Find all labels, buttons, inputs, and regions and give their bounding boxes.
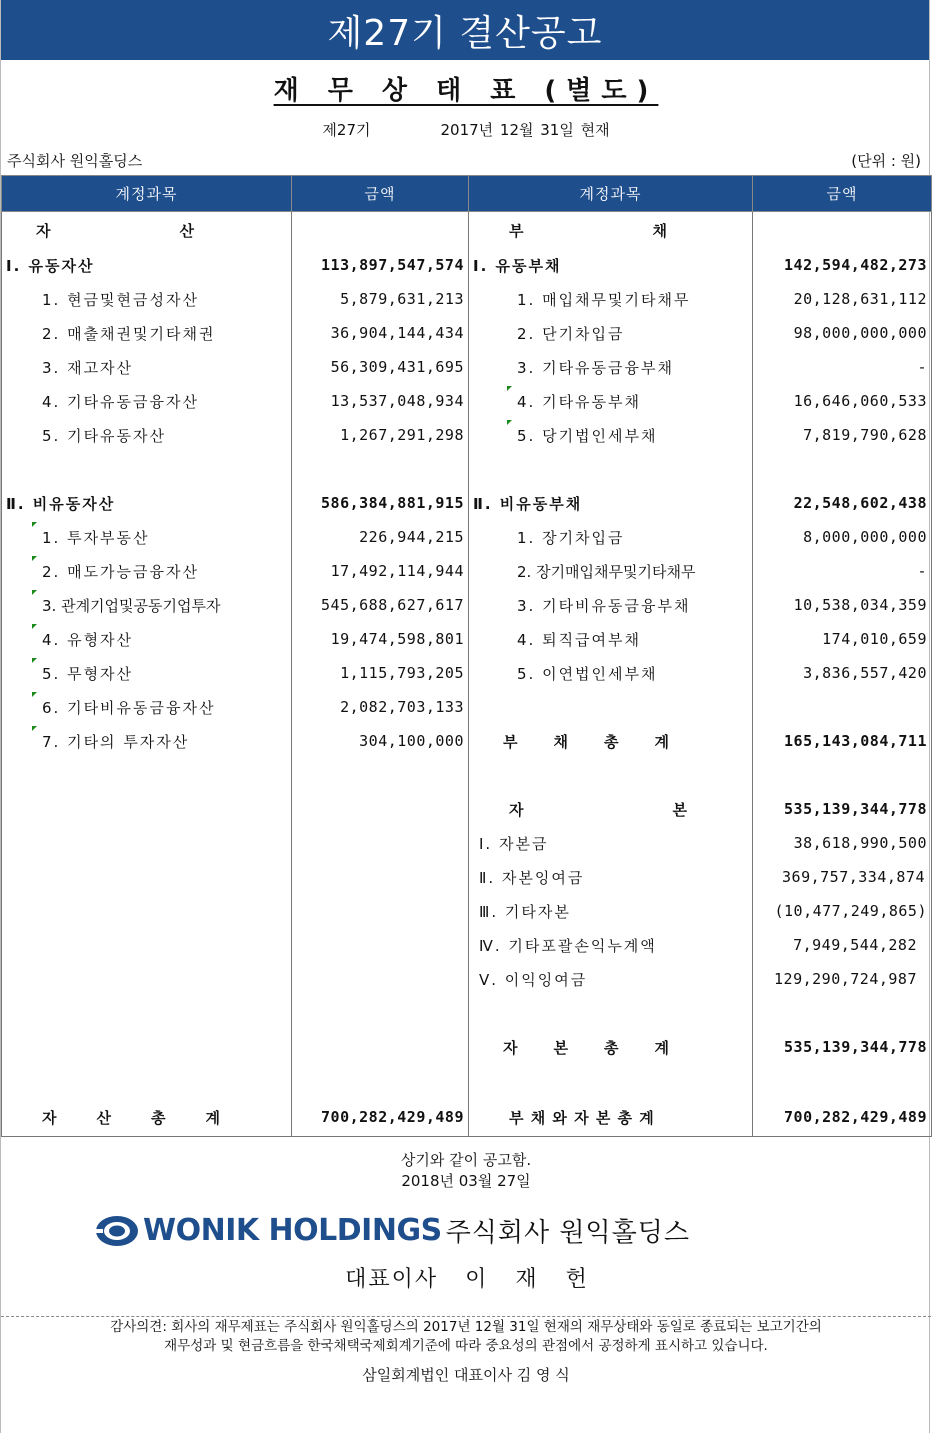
- total-equity-label: 자 본 총 계: [469, 1030, 753, 1064]
- header-amount-right: 금액: [753, 176, 932, 212]
- total-liab-equity-amount: 700,282,429,489: [753, 1098, 932, 1137]
- liabilities-heading: 부 채: [469, 212, 753, 249]
- account-amount: 13,537,048,934: [292, 384, 469, 418]
- account-label: 2. 매도가능금융자산: [2, 554, 292, 588]
- account-amount: 16,646,060,533: [753, 384, 932, 418]
- account-label: 7. 기타의 투자자산: [2, 724, 292, 758]
- account-amount: 304,100,000: [292, 724, 469, 758]
- table-row: [2, 486, 932, 520]
- account-label: Ⅲ. 기타자본: [469, 894, 753, 928]
- banner-title: 제27기 결산공고: [327, 12, 603, 54]
- unit-label: (단위 : 원): [851, 152, 921, 170]
- account-amount: 56,309,431,695: [292, 350, 469, 384]
- audit-opinion: 감사의견: 회사의 재무제표는 주식회사 원익홀딩스의 2017년 12월 31일 현재의 재무상태와 동일로 종료되는 보고기간의 재무성과 및 현금흐름을 한국채택국제회계기준에 따라 중요성의 관점에서 공정하게 표시하고 있습니다.: [110, 1319, 822, 1354]
- account-label: 3. 관계기업및공동기업투자: [2, 588, 292, 622]
- logo-company-name: 주식회사 원익홀딩스: [445, 1218, 690, 1248]
- account-label: 4. 기타유동부채: [469, 384, 753, 418]
- equity-amount: 535,139,344,778: [753, 792, 932, 826]
- equity-heading: 자 본: [469, 792, 753, 826]
- account-amount: 369,757,334,874: [753, 860, 932, 894]
- account-label: 2. 매출채권및기타채권: [2, 316, 292, 350]
- header-account-left: 계정과목: [2, 176, 292, 212]
- table-row: [2, 282, 932, 316]
- table-row: [2, 758, 932, 792]
- account-label: 1. 현금및현금성자산: [2, 282, 292, 316]
- noncurrent-liabilities-label: Ⅱ. 비유동부채: [469, 486, 753, 520]
- total-assets-label: 자 산 총 계: [2, 1098, 292, 1137]
- auditor-signature: 삼일회계법인 대표이사 김 영 식: [362, 1366, 570, 1384]
- table-row: [2, 1064, 932, 1098]
- account-label: Ⅱ. 자본잉여금: [469, 860, 753, 894]
- table-row: [2, 384, 932, 418]
- table-row: [2, 1098, 932, 1137]
- company-name: 주식회사 원익홀딩스: [7, 152, 143, 170]
- account-amount: 98,000,000,000: [753, 316, 932, 350]
- current-liabilities-amount: 142,594,482,273: [753, 248, 932, 282]
- statement-title: 재 무 상 태 표 (별도): [273, 76, 659, 106]
- logo-text: WONIK HOLDINGS: [143, 1213, 442, 1248]
- divider: [1, 1316, 931, 1317]
- account-amount: 545,688,627,617: [292, 588, 469, 622]
- term: 제27기: [322, 121, 371, 139]
- account-label: 3. 기타비유동금융부채: [469, 588, 753, 622]
- noncurrent-assets-label: Ⅱ. 비유동자산: [2, 486, 292, 520]
- account-label: 5. 당기법인세부채: [469, 418, 753, 452]
- account-label: Ⅴ. 이익잉여금: [469, 962, 753, 996]
- table-row: [2, 212, 932, 249]
- account-amount: 1,267,291,298: [292, 418, 469, 452]
- table-row: [2, 622, 932, 656]
- table-row: [2, 928, 932, 962]
- total-liabilities-label: 부 채 총 계: [469, 724, 753, 758]
- balance-sheet-table: [1, 175, 932, 1137]
- table-row: [2, 996, 932, 1030]
- account-amount: -: [753, 350, 932, 384]
- banner: [1, 0, 929, 60]
- account-amount: 20,128,631,112: [753, 282, 932, 316]
- account-label: 3. 기타유동금융부채: [469, 350, 753, 384]
- account-amount: 7,949,544,282: [753, 928, 932, 962]
- total-liabilities-amount: 165,143,084,711: [753, 724, 932, 758]
- total-assets-amount: 700,282,429,489: [292, 1098, 469, 1137]
- current-assets-amount: 113,897,547,574: [292, 248, 469, 282]
- table-row: [2, 860, 932, 894]
- current-liabilities-label: Ⅰ. 유동부채: [469, 248, 753, 282]
- account-amount: 129,290,724,987: [753, 962, 932, 996]
- table-row: [2, 248, 932, 282]
- table-row: [2, 520, 932, 554]
- wonik-emblem-icon: [93, 1214, 139, 1248]
- account-label: 5. 기타유동자산: [2, 418, 292, 452]
- notice-date: 2018년 03월 27일: [401, 1172, 531, 1190]
- account-label: Ⅰ. 자본금: [469, 826, 753, 860]
- account-amount: 174,010,659: [753, 622, 932, 656]
- account-label: 4. 퇴직급여부채: [469, 622, 753, 656]
- ceo-line: [1, 1262, 931, 1293]
- header-account-right: 계정과목: [469, 176, 753, 212]
- account-label: 2. 장기매입채무및기타채무: [469, 554, 753, 588]
- table-row: [2, 588, 932, 622]
- account-label: Ⅳ. 기타포괄손익누계액: [469, 928, 753, 962]
- noncurrent-liabilities-amount: 22,548,602,438: [753, 486, 932, 520]
- table-row: [2, 724, 932, 758]
- account-amount: 5,879,631,213: [292, 282, 469, 316]
- account-amount: 2,082,703,133: [292, 690, 469, 724]
- table-row: [2, 826, 932, 860]
- table-row: [2, 452, 932, 486]
- table-row: [2, 350, 932, 384]
- noncurrent-assets-amount: 586,384,881,915: [292, 486, 469, 520]
- account-amount: 38,618,990,500: [753, 826, 932, 860]
- current-assets-label: Ⅰ. 유동자산: [2, 248, 292, 282]
- account-label: 3. 재고자산: [2, 350, 292, 384]
- account-label: 1. 투자부동산: [2, 520, 292, 554]
- table-row: [2, 1030, 932, 1064]
- account-amount: 3,836,557,420: [753, 656, 932, 690]
- account-amount: 7,819,790,628: [753, 418, 932, 452]
- account-label: 4. 기타유동금융자산: [2, 384, 292, 418]
- table-row: [2, 894, 932, 928]
- account-label: 4. 유형자산: [2, 622, 292, 656]
- account-amount: 8,000,000,000: [753, 520, 932, 554]
- notice-text: 상기와 같이 공고함.: [400, 1151, 532, 1169]
- account-amount: (10,477,249,865): [753, 894, 932, 928]
- table-header-row: [2, 176, 932, 212]
- account-amount: 1,115,793,205: [292, 656, 469, 690]
- table-row: [2, 418, 932, 452]
- header-amount-left: 금액: [292, 176, 469, 212]
- account-label: 1. 장기차입금: [469, 520, 753, 554]
- table-row: [2, 792, 932, 826]
- notice-block: [1, 1150, 931, 1192]
- account-amount: 36,904,144,434: [292, 316, 469, 350]
- company-logo: [93, 1212, 690, 1249]
- account-amount: 10,538,034,359: [753, 588, 932, 622]
- statement-period: [1, 119, 931, 140]
- ceo-title: 대표이사: [345, 1267, 439, 1292]
- as-of-date: 2017년 12월 31일 현재: [440, 121, 610, 139]
- table-row: [2, 690, 932, 724]
- account-amount: -: [753, 554, 932, 588]
- assets-heading: 자 산: [2, 212, 292, 249]
- total-liab-equity-label: 부 채 와 자 본 총 계: [469, 1098, 753, 1137]
- account-label: 6. 기타비유동금융자산: [2, 690, 292, 724]
- account-amount: 226,944,215: [292, 520, 469, 554]
- table-row: [2, 962, 932, 996]
- account-amount: 19,474,598,801: [292, 622, 469, 656]
- account-label: 5. 이연법인세부채: [469, 656, 753, 690]
- ceo-name: 이 재 헌: [465, 1267, 587, 1292]
- account-label: 1. 매입채무및기타채무: [469, 282, 753, 316]
- total-equity-amount: 535,139,344,778: [753, 1030, 932, 1064]
- table-row: [2, 554, 932, 588]
- account-label: 2. 단기차입금: [469, 316, 753, 350]
- table-row: [2, 316, 932, 350]
- account-label: 5. 무형자산: [2, 656, 292, 690]
- table-row: [2, 656, 932, 690]
- account-amount: 17,492,114,944: [292, 554, 469, 588]
